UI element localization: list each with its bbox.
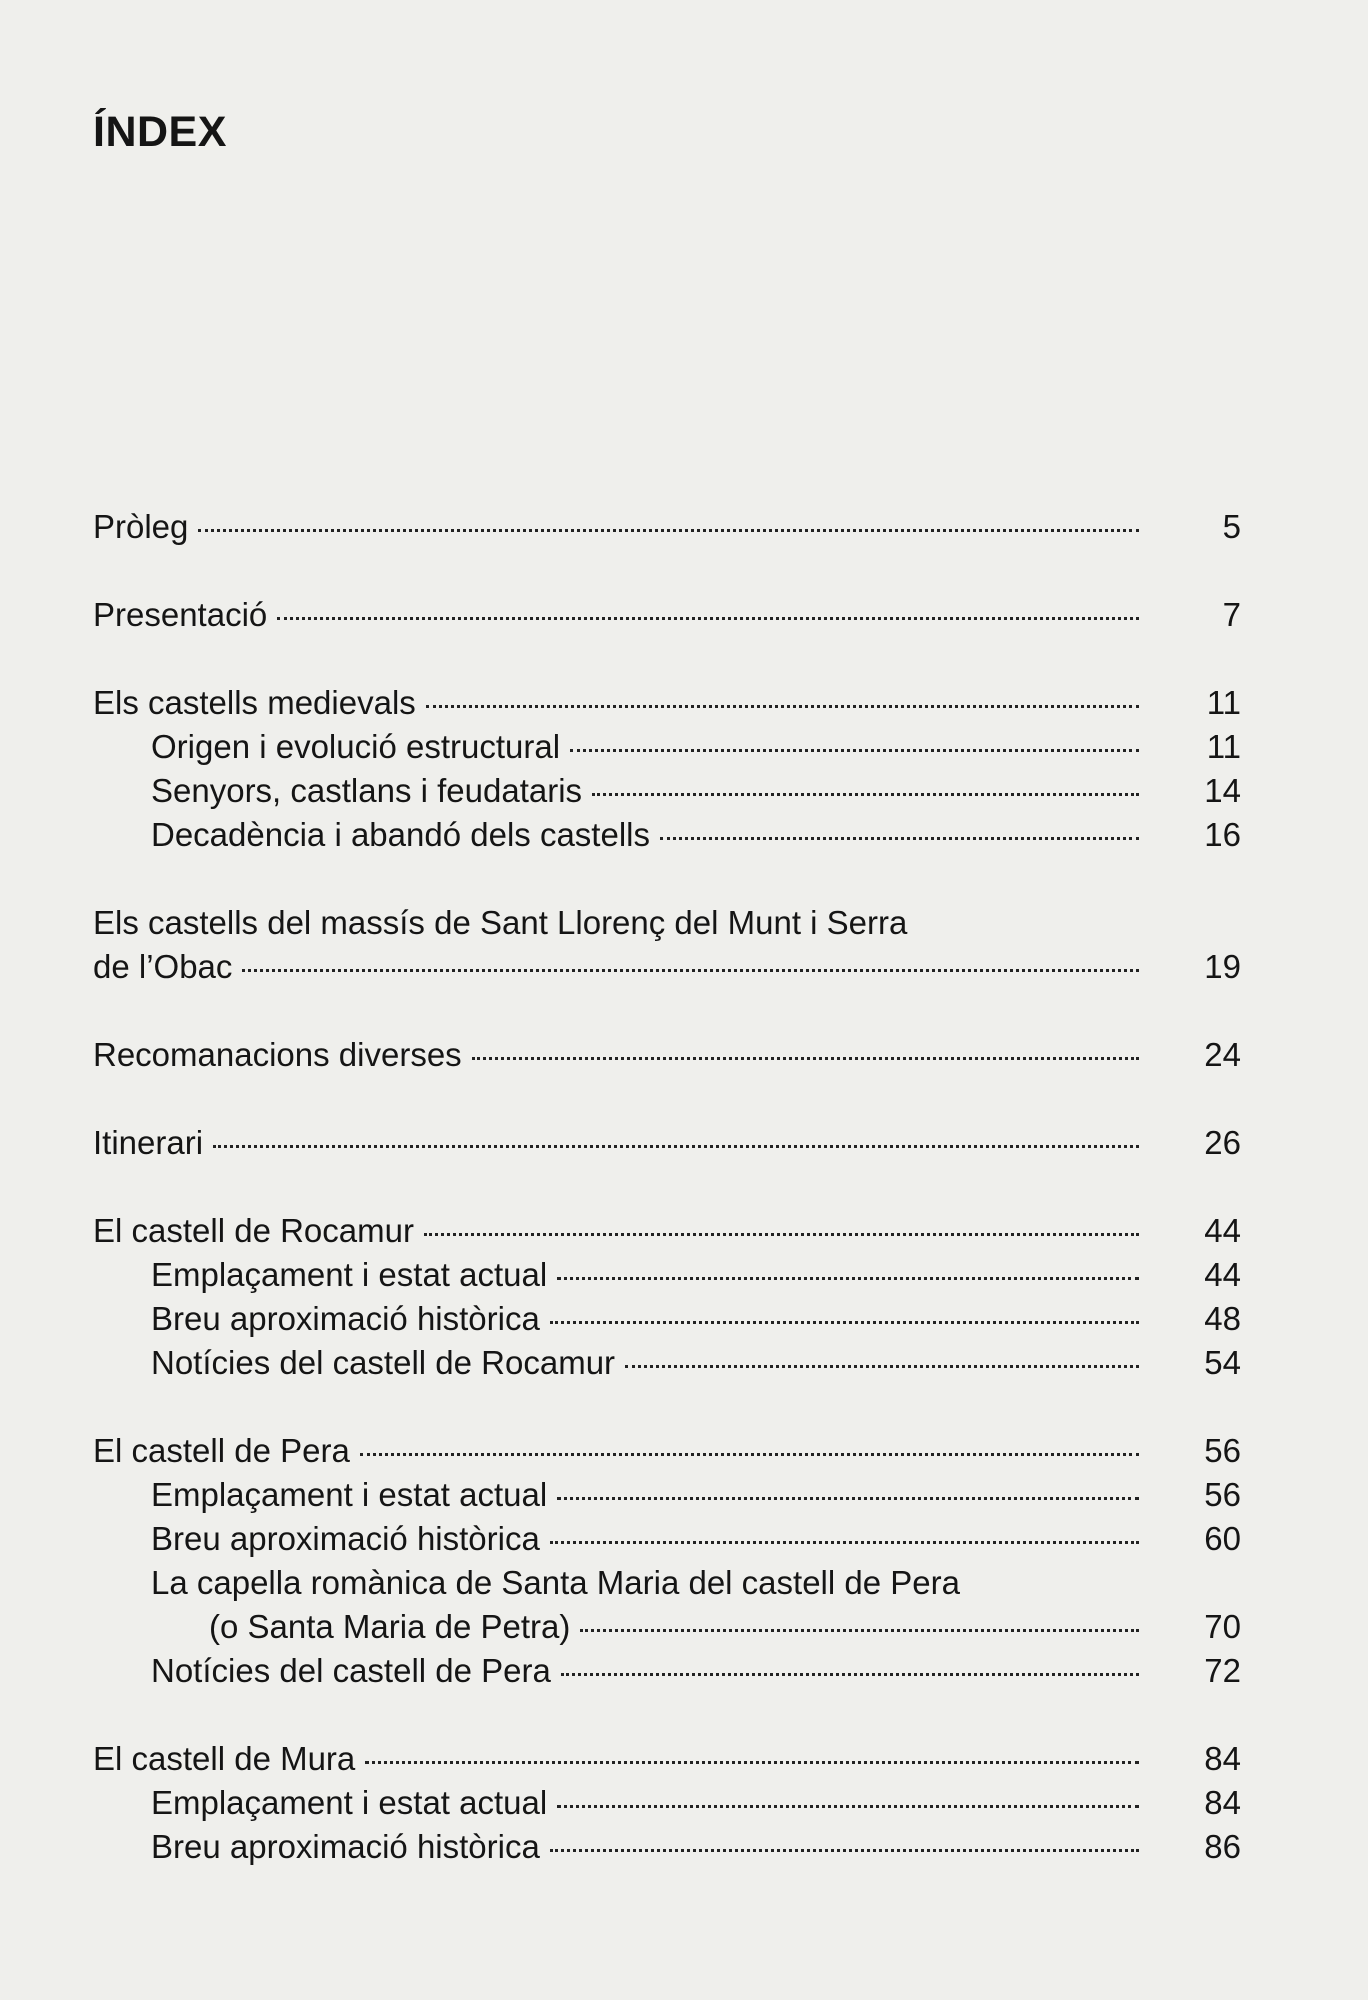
- toc-entry-page: 11: [1206, 728, 1241, 765]
- toc-entry-page: 84: [1204, 1784, 1241, 1821]
- toc-entry[interactable]: [93, 1033, 1241, 1077]
- toc-entry-page: 11: [1206, 684, 1241, 721]
- toc-entry-page: 26: [1204, 1124, 1241, 1161]
- toc-subentry[interactable]: [93, 813, 1241, 857]
- toc-subentry[interactable]: [93, 769, 1241, 813]
- toc-entry-page: 56: [1204, 1476, 1241, 1513]
- toc-entry-label: Notícies del castell de Rocamur: [151, 1344, 616, 1381]
- toc-entry-label: Pròleg: [93, 508, 189, 545]
- toc-group: [93, 901, 1241, 989]
- dot-leader: [570, 749, 1139, 752]
- toc-entry-page: 19: [1204, 948, 1241, 985]
- toc-entry-label: Decadència i abandó dels castells: [151, 816, 650, 853]
- toc-entry-label: Emplaçament i estat actual: [151, 1784, 548, 1821]
- toc-entry-page: 24: [1204, 1036, 1241, 1073]
- toc-subentry[interactable]: [93, 1253, 1241, 1297]
- toc-entry-label: Notícies del castell de Pera: [151, 1652, 551, 1689]
- toc-subentry[interactable]: [93, 1517, 1241, 1561]
- toc-entry-label: Presentació: [93, 596, 268, 633]
- toc-entry-page: 86: [1204, 1828, 1241, 1865]
- toc-subentry-line1[interactable]: [93, 1561, 1241, 1605]
- dot-leader: [557, 1277, 1139, 1280]
- dot-leader: [550, 1849, 1139, 1852]
- dot-leader: [242, 969, 1139, 972]
- toc-group: [93, 1209, 1241, 1385]
- toc-entry-label: El castell de Mura: [93, 1740, 356, 1777]
- toc-entry-label: Itinerari: [93, 1124, 204, 1161]
- toc-entry-page: 16: [1204, 816, 1241, 853]
- toc-entry-label: El castell de Pera: [93, 1432, 350, 1469]
- toc-entry[interactable]: [93, 593, 1241, 637]
- dot-leader: [365, 1761, 1139, 1764]
- toc-subentry[interactable]: [93, 1605, 1241, 1649]
- dot-leader: [360, 1453, 1139, 1456]
- toc-subentry[interactable]: [93, 1649, 1241, 1693]
- toc-entry-page: 56: [1204, 1432, 1241, 1469]
- toc-entry-page: 44: [1204, 1212, 1241, 1249]
- toc-entry-label: de l’Obac: [93, 948, 233, 985]
- toc-subentry[interactable]: [93, 1341, 1241, 1385]
- dot-leader: [550, 1541, 1139, 1544]
- toc-entry[interactable]: [93, 945, 1241, 989]
- dot-leader: [426, 705, 1139, 708]
- toc-entry-page: 7: [1222, 596, 1241, 633]
- toc-entry-page: 84: [1204, 1740, 1241, 1777]
- toc-group: [93, 1033, 1241, 1077]
- dot-leader: [561, 1673, 1139, 1676]
- toc-group: [93, 505, 1241, 549]
- toc-entry-label: Emplaçament i estat actual: [151, 1256, 548, 1293]
- toc-entry-page: 54: [1204, 1344, 1241, 1381]
- toc-entry-page: 70: [1204, 1608, 1241, 1645]
- dot-leader: [198, 529, 1139, 532]
- toc-entry-label-line1: Els castells del massís de Sant Llorenç del Munt i Serra: [93, 904, 908, 941]
- toc-entry-label: Breu aproximació històrica: [151, 1300, 540, 1337]
- toc-entry-label: Emplaçament i estat actual: [151, 1476, 548, 1513]
- toc-entry[interactable]: [93, 1429, 1241, 1473]
- toc-entry-label: Els castells medievals: [93, 684, 416, 721]
- toc-entry-label-line1: La capella romànica de Santa Maria del castell de Pera: [151, 1564, 960, 1601]
- dot-leader: [424, 1233, 1139, 1236]
- toc-entry-page: 44: [1204, 1256, 1241, 1293]
- toc-entry[interactable]: [93, 1209, 1241, 1253]
- toc-entry-label: Breu aproximació històrica: [151, 1828, 540, 1865]
- toc-entry[interactable]: [93, 505, 1241, 549]
- toc-entry-page: 14: [1204, 772, 1241, 809]
- toc-entry-page: 48: [1204, 1300, 1241, 1337]
- toc-entry-label: (o Santa Maria de Petra): [209, 1608, 571, 1645]
- toc-entry[interactable]: [93, 1737, 1241, 1781]
- toc-subentry[interactable]: [93, 725, 1241, 769]
- toc-entry-label: Senyors, castlans i feudataris: [151, 772, 583, 809]
- dot-leader: [277, 617, 1139, 620]
- toc-subentry[interactable]: [93, 1825, 1241, 1869]
- dot-leader: [557, 1497, 1139, 1500]
- dot-leader: [625, 1365, 1139, 1368]
- toc-group: [93, 1121, 1241, 1165]
- toc-entry-label: Recomanacions diverses: [93, 1036, 462, 1073]
- toc-entry[interactable]: [93, 681, 1241, 725]
- dot-leader: [557, 1805, 1139, 1808]
- toc-entry-page: 72: [1204, 1652, 1241, 1689]
- toc-group: [93, 593, 1241, 637]
- toc-subentry[interactable]: [93, 1781, 1241, 1825]
- dot-leader: [660, 837, 1139, 840]
- toc-subentry[interactable]: [93, 1297, 1241, 1341]
- toc-entry[interactable]: [93, 1121, 1241, 1165]
- toc-group: [93, 1737, 1241, 1869]
- toc-entry-label: Breu aproximació històrica: [151, 1520, 540, 1557]
- dot-leader: [472, 1057, 1139, 1060]
- dot-leader: [580, 1629, 1139, 1632]
- dot-leader: [213, 1145, 1139, 1148]
- dot-leader: [550, 1321, 1139, 1324]
- toc-entry-label: El castell de Rocamur: [93, 1212, 414, 1249]
- toc-subentry[interactable]: [93, 1473, 1241, 1517]
- table-of-contents: [93, 505, 1241, 1913]
- page-title: ÍNDEX: [93, 108, 227, 156]
- toc-entry-page: 5: [1222, 508, 1241, 545]
- toc-entry-line1[interactable]: [93, 901, 1241, 945]
- toc-entry-page: 60: [1204, 1520, 1241, 1557]
- toc-group: [93, 1429, 1241, 1693]
- toc-group: [93, 681, 1241, 857]
- toc-entry-label: Origen i evolució estructural: [151, 728, 561, 765]
- dot-leader: [592, 793, 1139, 796]
